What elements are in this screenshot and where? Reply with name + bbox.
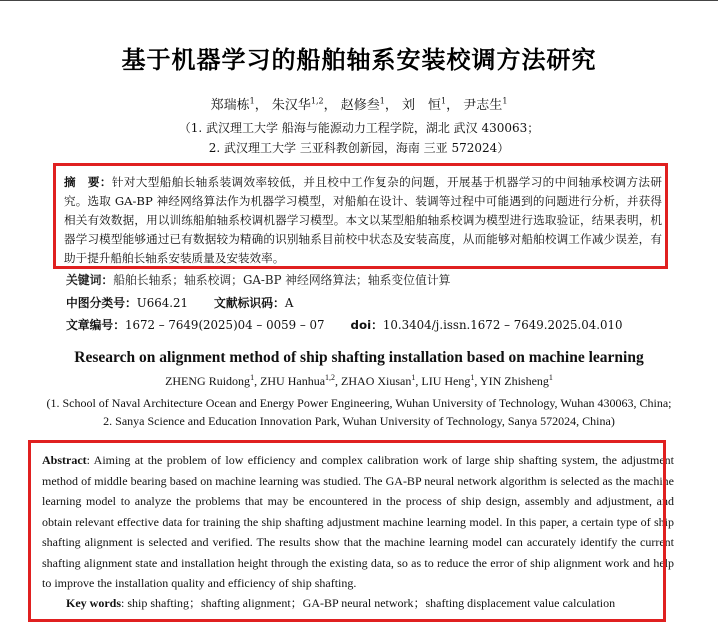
abstract-label-en: Abstract bbox=[42, 453, 87, 467]
clc-value: U664.21 bbox=[136, 296, 189, 310]
author-name: ZHENG Ruidong bbox=[165, 374, 251, 388]
author-affil-sup: 1 bbox=[502, 96, 508, 106]
author-name: YIN Zhisheng bbox=[479, 374, 549, 388]
author-name: ZHAO Xiusan bbox=[341, 374, 412, 388]
doccode-value: A bbox=[284, 296, 294, 310]
affiliation-cn-2: 2. 武汉理工大学 三亚科教创新园，海南 三亚 572024） bbox=[208, 141, 510, 155]
author-sep: ， bbox=[254, 98, 268, 113]
classification-row bbox=[66, 294, 293, 311]
highlight-box-cn-abstract bbox=[53, 163, 668, 269]
author-name: 刘 恒 bbox=[402, 98, 442, 113]
abstract-text-en: : Aiming at the problem of low efficiency and complex calibration work of large ship shafting system, the adjustment method of middle bearing based on machine learning was studied. The GA-BP neural network algorithm is selected as the machine learning model to analyze the problems that may be encountered in the process of ship design, assembly and adjustment, and obtain relevant effective data for training the ship shafting adjustment machine learning model. In this paper, a certain type of ship shafting alignment is selected and verified. The results show that the machine learning model can accurately identify the current shafting alignment state and installation height through the existing data, so as to reduce the error of ship alignment work and help to improve the installation quality and efficiency of ship shafting. bbox=[42, 453, 674, 590]
author-name: LIU Heng bbox=[421, 374, 471, 388]
author-name: 赵修叁 bbox=[340, 98, 380, 113]
abstract-label-cn: 摘 要： bbox=[64, 175, 112, 189]
author-affil-sup: 1 bbox=[441, 96, 447, 106]
keywords-text-en: : ship shafting；shafting alignment；GA-BP neural network；shafting displacement value calculation bbox=[121, 596, 616, 610]
author-name: 郑瑞栋 bbox=[210, 98, 250, 113]
author-sep: ， bbox=[323, 98, 337, 113]
author-affil-sup: 1,2 bbox=[325, 373, 336, 382]
author-sep: , bbox=[415, 374, 422, 388]
author-affil-sup: 1 bbox=[470, 373, 475, 382]
author-affil-sup: 1 bbox=[379, 96, 385, 106]
clc-label: 中图分类号： bbox=[66, 296, 137, 310]
articleno-label: 文章编号： bbox=[66, 318, 125, 332]
author-name: 尹志生 bbox=[463, 98, 503, 113]
paper-title-en: Research on alignment method of ship shafting installation based on machine learning bbox=[74, 349, 644, 366]
author-sep: ， bbox=[446, 98, 460, 113]
article-number-row bbox=[66, 316, 623, 333]
author-sep: , bbox=[335, 374, 342, 388]
author-affil-sup: 1 bbox=[250, 373, 255, 382]
doi-value: 10.3404/j.issn.1672 – 7649.2025.04.010 bbox=[382, 318, 623, 332]
keywords-text-cn: 船舶长轴系；轴系校调；GA-BP 神经网络算法；轴系变位值计算 bbox=[113, 273, 451, 287]
author-affil-sup: 1 bbox=[548, 373, 553, 382]
articleno-value: 1672 – 7649(2025)04 – 0059 – 07 bbox=[125, 318, 325, 332]
affiliation-en-2: 2. Sanya Science and Education Innovation Park, Wuhan University of Technology, Sanya 572024, China) bbox=[103, 414, 615, 428]
paper-title-cn: 基于机器学习的船舶轴系安装校调方法研究 bbox=[121, 46, 597, 74]
author-sep: ， bbox=[384, 98, 398, 113]
page-header-rule bbox=[0, 0, 718, 7]
keywords-label-en: Key words bbox=[66, 596, 121, 610]
affiliation-en-1: (1. School of Naval Architecture Ocean and Energy Power Engineering, Wuhan University of Technology, Wuhan 430063, China; bbox=[46, 396, 672, 410]
author-affil-sup: 1 bbox=[411, 373, 416, 382]
affiliation-cn-1: （1. 武汉理工大学 船海与能源动力工程学院，湖北 武汉 430063； bbox=[178, 121, 540, 135]
doccode-label: 文献标识码： bbox=[214, 296, 285, 310]
doi-label: doi： bbox=[350, 318, 383, 332]
abstract-text-cn: 针对大型船舶长轴系装调效率较低，并且校中工作复杂的问题，开展基于机器学习的中间轴承校调方法研究。选取 GA-BP 神经网络算法作为机器学习模型，对船舶在设计、装调等过程中可能遇到的问题进行分析，并获得相关有效数据，用以训练船舶轴系校调机器学习模型。本文以某型船舶轴系校调为模型进行选取验证，结果表明，机器学习模型能够通过已有数据较为精确的识别轴系目前校中状态及安装高度，从而能够对船舶校调工作减少误差，有助于提升船舶长轴系安装质量及安装效率。 bbox=[64, 175, 662, 265]
author-sep: , bbox=[474, 374, 480, 388]
author-affil-sup: 1 bbox=[249, 96, 255, 106]
keywords-cn bbox=[66, 271, 450, 288]
highlight-box-en-abstract bbox=[28, 440, 666, 622]
author-list-cn bbox=[0, 94, 718, 113]
author-affil-sup: 1,2 bbox=[310, 96, 324, 106]
author-name: 朱汉华 bbox=[271, 98, 311, 113]
author-sep: , bbox=[254, 374, 261, 388]
keywords-label-cn: 关键词： bbox=[66, 273, 114, 287]
author-name: ZHU Hanhua bbox=[260, 374, 326, 388]
author-list-en bbox=[0, 373, 718, 389]
